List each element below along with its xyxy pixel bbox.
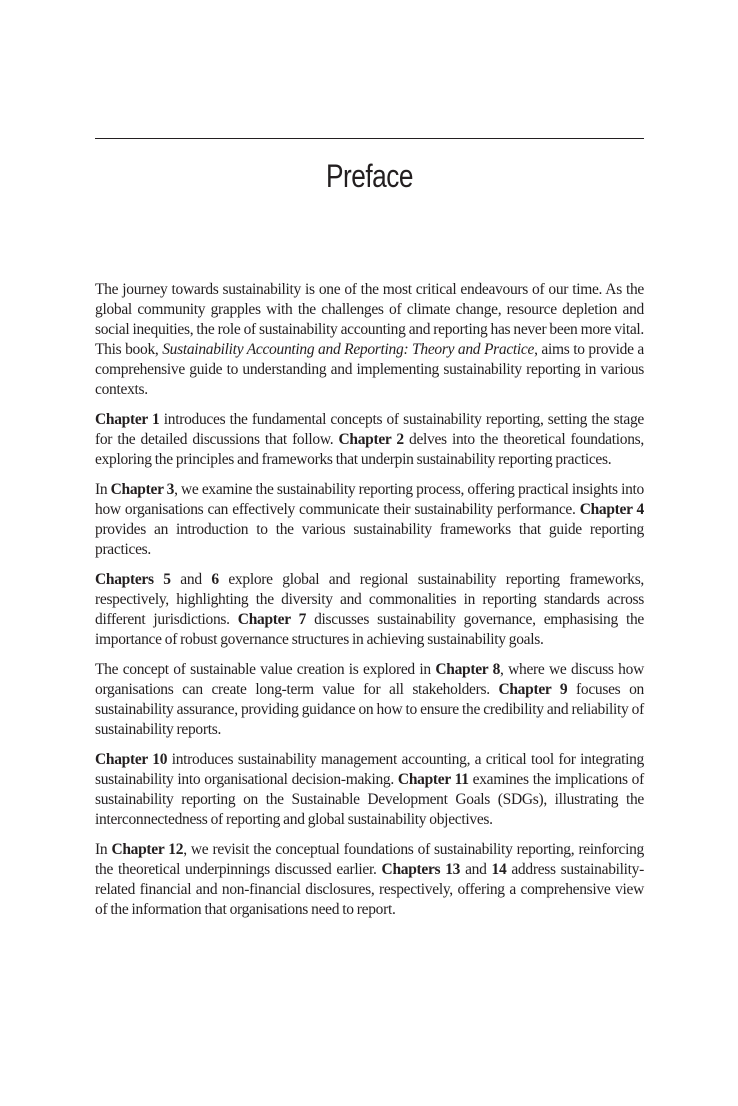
paragraph-2 bbox=[95, 410, 644, 470]
text-run: address sustainability-related financial and non-financial disclosures, respectively, offering a comprehensive view of the information that organisations need to report. bbox=[95, 861, 644, 918]
text-run: delves into the theoretical foundations, exploring the principles and frameworks that underpin sustainability reporting practices. bbox=[95, 431, 644, 468]
chapter-reference: Chapter 10 bbox=[95, 751, 168, 768]
chapter-reference: Chapter 7 bbox=[237, 611, 307, 628]
chapter-reference: 14 bbox=[491, 861, 507, 878]
paragraph-6 bbox=[95, 750, 644, 830]
chapter-reference: Chapter 2 bbox=[338, 431, 404, 448]
text-run: explore global and regional sustainability reporting frameworks, respectively, highlighting the diversity and commonalities in reporting standards across different jurisdictions. bbox=[95, 571, 645, 628]
text-run: , we examine the sustainability reporting process, offering practical insights into how organisations can effectively communicate their sustainability performance. bbox=[95, 481, 644, 518]
chapter-reference: Chapter 4 bbox=[579, 501, 644, 518]
chapter-reference: Chapter 12 bbox=[111, 841, 184, 858]
book-title: Sustainability Accounting and Reporting: Theory and Practice bbox=[162, 341, 535, 358]
text-run: introduces sustainability management accounting, a critical tool for integrating sustainability into organisational decision-making. bbox=[95, 751, 644, 788]
text-run: In bbox=[95, 841, 112, 858]
paragraph-5 bbox=[95, 660, 644, 740]
text-run: , aims to provide a comprehensive guide to understanding and implementing sustainability reporting in various contexts. bbox=[95, 341, 644, 398]
paragraph-3 bbox=[95, 480, 644, 560]
chapter-reference: 6 bbox=[211, 571, 219, 588]
paragraph-7 bbox=[95, 840, 644, 920]
chapter-reference: Chapter 8 bbox=[435, 661, 501, 678]
text-run: focuses on sustainability assurance, providing guidance on how to ensure the credibility and reliability of sustainability reports. bbox=[95, 681, 645, 738]
title-rule bbox=[95, 138, 644, 139]
paragraph-4 bbox=[95, 570, 644, 650]
text-run: examines the implications of sustainability reporting on the Sustainable Development Goals (SDGs), illustrating the interconnectedness of reporting and global sustainability objectives. bbox=[95, 771, 644, 828]
page-title: Preface bbox=[326, 158, 413, 194]
chapter-reference: Chapter 9 bbox=[498, 681, 568, 698]
text-run: and bbox=[460, 861, 492, 878]
text-run: The concept of sustainable value creation is explored in bbox=[95, 661, 436, 678]
text-run: In bbox=[95, 481, 111, 498]
text-run: and bbox=[170, 571, 212, 588]
chapter-reference: Chapter 3 bbox=[110, 481, 175, 498]
chapter-reference: Chapters 13 bbox=[381, 861, 461, 878]
book-page bbox=[95, 0, 644, 1106]
text-run: , we revisit the conceptual foundations of sustainability reporting, reinforcing the theoretical underpinnings discussed earlier. bbox=[95, 841, 644, 878]
text-run: The journey towards sustainability is one of the most critical endeavours of our time. As the global community grapples with the challenges of climate change, resource depletion and social inequities, the role of sustainability accounting and reporting has never been more vital. This book, bbox=[95, 281, 644, 358]
text-run: introduces the fundamental concepts of sustainability reporting, setting the stage for the detailed discussions that follow. bbox=[95, 411, 644, 448]
chapter-reference: Chapters 5 bbox=[95, 571, 171, 588]
text-run: discusses sustainability governance, emphasising the importance of robust governance structures in achieving sustainability goals. bbox=[95, 611, 644, 648]
preface-body bbox=[95, 280, 644, 930]
chapter-reference: Chapter 11 bbox=[397, 771, 469, 788]
text-run: , where we discuss how organisations can create long-term value for all stakeholders. bbox=[95, 661, 644, 698]
text-run: provides an introduction to the various sustainability frameworks that guide reporting practices. bbox=[95, 521, 644, 558]
chapter-reference: Chapter 1 bbox=[95, 411, 160, 428]
paragraph-1 bbox=[95, 280, 644, 400]
